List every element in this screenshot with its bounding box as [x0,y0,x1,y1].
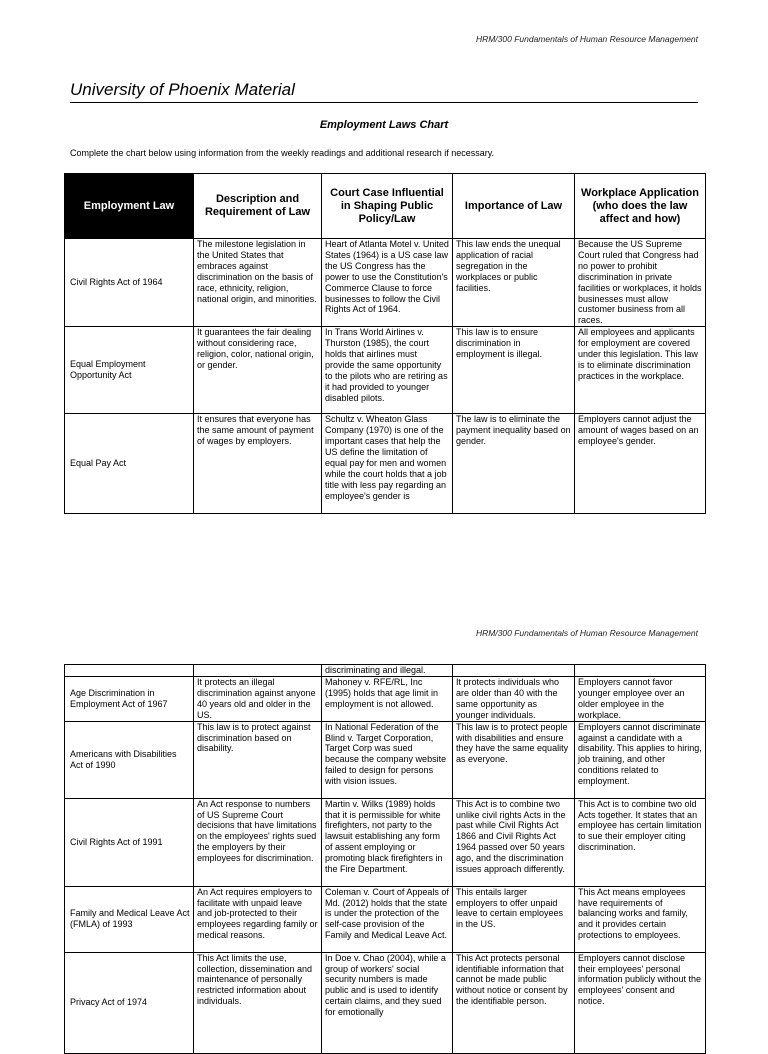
employment-laws-table-page1 [64,173,706,514]
column-header-workplace-application: Workplace Application (who does the law affect and how) [575,174,706,239]
application-cell: Employers cannot discriminate against a candidate with a disability. This applies to hiring, job training, and other conditions related to employment. [575,721,706,798]
column-header-importance: Importance of Law [453,174,575,239]
table-header-row [65,174,706,239]
column-header-employment-law: Employment Law [65,174,194,239]
page-header-course: HRM/300 Fundamentals of Human Resource Management [475,34,698,44]
law-name-cell: Equal Pay Act [65,414,194,514]
importance-cell: The law is to eliminate the payment inequality based on gender. [453,414,575,514]
court-case-cell: Heart of Atlanta Motel v. United States (1964) is a US case law the US Congress has the power to use the Constitution's Commerce Clause to force businesses to follow the Civil Rights Act of 1964. [322,239,453,327]
importance-cell: It protects individuals who are older than 40 with the same opportunity as younger individuals. [453,677,575,722]
table-row [65,721,706,798]
continuation-row [65,665,706,677]
law-name-cell: Civil Rights Act of 1991 [65,798,194,886]
importance-cell: This law ends the unequal application of racial segregation in the workplaces or public facilities. [453,239,575,327]
table-row [65,677,706,722]
law-name-cell: Equal Employment Opportunity Act [65,327,194,414]
table-row [65,414,706,514]
table-row [65,952,706,1053]
court-case-cell: In Doe v. Chao (2004), while a group of workers' social security numbers is made public and is used to identify certain claims, and they sued for emotionally [322,952,453,1053]
description-cell: The milestone legislation in the United States that embraces against discrimination on the basis of race, ethnicity, religion, national origin, and minorities. [194,239,322,327]
importance-cell [453,665,575,677]
description-cell: An Act response to numbers of US Supreme Court decisions that have limitations on the employees' rights sued the employers by their employees for discrimination. [194,798,322,886]
chart-title: Employment Laws Chart [319,119,449,131]
instructions-text: Complete the chart below using information from the weekly readings and additional research if necessary. [70,148,495,158]
court-case-cell: In National Federation of the Blind v. Target Corporation, Target Corp was sued because the company website failed to design for persons with vision issues. [322,721,453,798]
table-row [65,886,706,952]
description-cell: It ensures that everyone has the same amount of payment of wages by employers. [194,414,322,514]
court-case-cell: Schultz v. Wheaton Glass Company (1970) is one of the important cases that help the US define the limitation of equal pay for men and women while the court holds that a job title with less pay regarding an employee's gender is [322,414,453,514]
court-case-cell: Mahoney v. RFE/RL, Inc (1995) holds that age limit in employment is not allowed. [322,677,453,722]
application-cell: Employers cannot disclose their employees' personal information publicly without the employees' consent and notice. [575,952,706,1053]
law-name-cell: Age Discrimination in Employment Act of 1967 [65,677,194,722]
application-cell [575,665,706,677]
importance-cell: This law is to ensure discrimination in employment is illegal. [453,327,575,414]
law-name-cell [65,665,194,677]
court-case-cell: In Trans World Airlines v. Thurston (1985), the court holds that airlines must provide the same opportunity to the pilots who are retiring as it had provided to younger disabled pilots. [322,327,453,414]
page-header-course-page2: HRM/300 Fundamentals of Human Resource Management [475,628,698,638]
table-row [65,327,706,414]
importance-cell: This Act is to combine two unlike civil rights Acts in the past while Civil Rights Act 1866 and Civil Rights Act 1964 passed over 50 years ago, and the discrimination issues approach differently. [453,798,575,886]
description-cell: It protects an illegal discrimination against anyone 40 years old and older in the US. [194,677,322,722]
law-name-cell: Privacy Act of 1974 [65,952,194,1053]
court-case-cell: discriminating and illegal. [322,665,453,677]
law-name-cell: Americans with Disabilities Act of 1990 [65,721,194,798]
description-cell: This Act limits the use, collection, dissemination and maintenance of personally restricted information about individuals. [194,952,322,1053]
importance-cell: This law is to protect people with disabilities and ensure they have the same equality as everyone. [453,721,575,798]
importance-cell: This entails larger employers to offer unpaid leave to certain employees in the US. [453,886,575,952]
description-cell: It guarantees the fair dealing without considering race, religion, color, national origin, or gender. [194,327,322,414]
table-row [65,239,706,327]
court-case-cell: Coleman v. Court of Appeals of Md. (2012) holds that the state is under the protection of the self-case provision of the Family and Medical Leave Act. [322,886,453,952]
law-name-cell: Civil Rights Act of 1964 [65,239,194,327]
description-cell [194,665,322,677]
application-cell: All employees and applicants for employment are covered under this legislation. This law is to eliminate discrimination practices in the workplace. [575,327,706,414]
application-cell: This Act is to combine two old Acts together. It states that an employee has certain limitation to sue their employer citing discrimination. [575,798,706,886]
description-cell: This law is to protect against discrimination based on disability. [194,721,322,798]
table-row [65,798,706,886]
column-header-court-case: Court Case Influential in Shaping Public Policy/Law [322,174,453,239]
application-cell: Because the US Supreme Court ruled that Congress had no power to prohibit discrimination in private facilities or workplaces, it holds businesses must allow customer business from all races. [575,239,706,327]
court-case-cell: Martin v. Wilks (1989) holds that it is permissible for white firefighters, not party to the lawsuit establishing any form of assent employing or promoting black firefighters in the Fire Department. [322,798,453,886]
application-cell: Employers cannot adjust the amount of wages based on an employee's gender. [575,414,706,514]
application-cell: Employers cannot favor younger employee over an older employee in the workplace. [575,677,706,722]
document-title: University of Phoenix Material [70,80,698,103]
employment-laws-table-page2 [64,664,706,1054]
description-cell: An Act requires employers to facilitate with unpaid leave and job-protected to their employees regarding family or medical reasons. [194,886,322,952]
column-header-description: Description and Requirement of Law [194,174,322,239]
law-name-cell: Family and Medical Leave Act (FMLA) of 1993 [65,886,194,952]
importance-cell: This Act protects personal identifiable information that cannot be made public without notice or consent by the identifiable person. [453,952,575,1053]
application-cell: This Act means employees have requirements of balancing works and family, and it provides certain protections to employees. [575,886,706,952]
